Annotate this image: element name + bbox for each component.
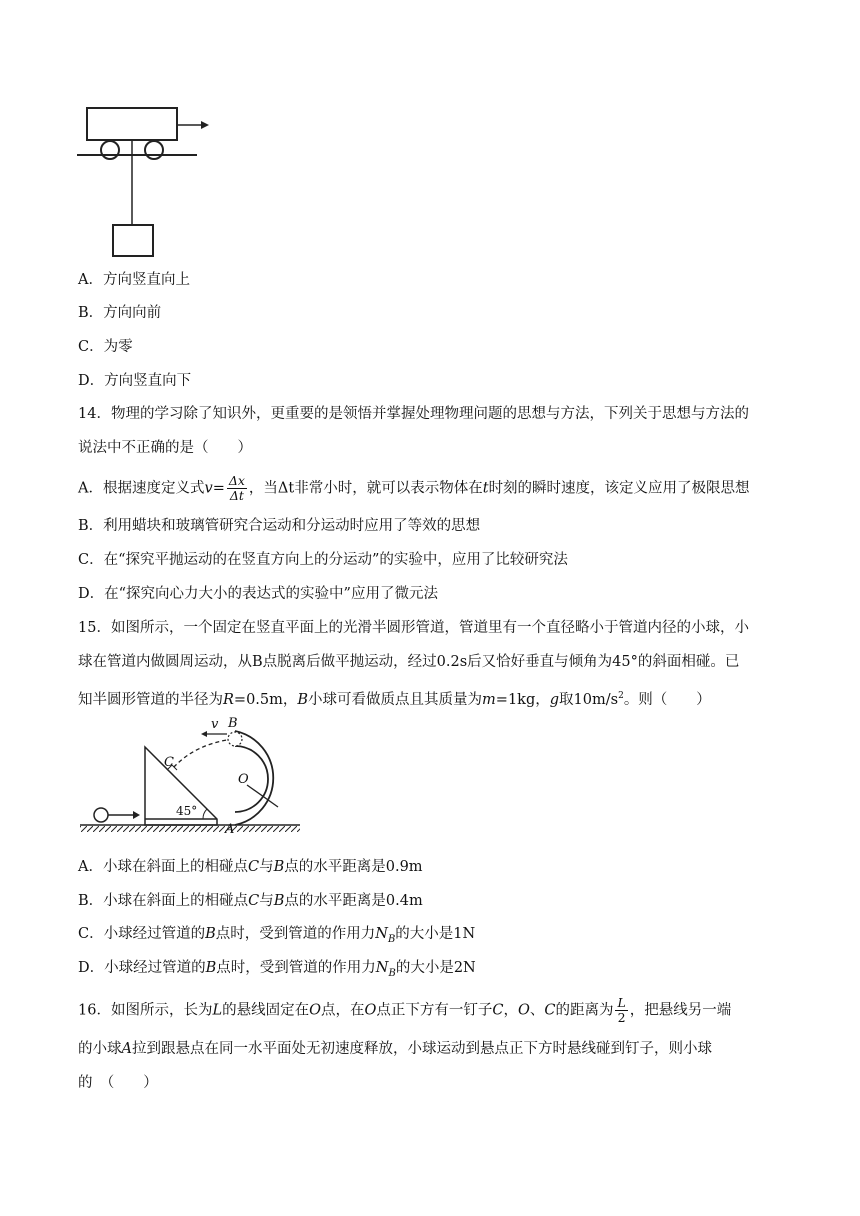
q16-l1-a: 16．如图所示，长为 — [78, 1002, 213, 1019]
q15-l3-R: R — [223, 691, 234, 708]
q16-l1-C2: C — [544, 1002, 556, 1019]
q15-c-2: 点时，受到管道的作用力 — [215, 926, 376, 942]
q16-l1-f: 、 — [529, 1002, 545, 1019]
q15-b-3: 点的水平距离是0.4m — [284, 893, 423, 909]
q16-l1-C: C — [492, 1002, 504, 1019]
q15-c-N: N — [375, 926, 388, 942]
q14-a-mid2: 时刻的瞬时速度，该定义应用了极限思想 — [488, 480, 750, 497]
q15-d-3: 的大小是2N — [395, 960, 476, 976]
q16-l1-O: O — [309, 1002, 321, 1019]
radius-line — [247, 785, 278, 807]
label-v: v — [211, 717, 219, 732]
q15-b-2: 与 — [259, 893, 274, 909]
cart-wheel-right — [145, 141, 163, 159]
q15-d-sub: B — [388, 967, 396, 979]
q16-stem-line1 — [78, 996, 731, 1025]
q15-a-2: 与 — [259, 859, 274, 875]
q16-l2-a: 的小球 — [78, 1041, 122, 1057]
label-o: O — [238, 772, 249, 787]
q15-c-B: B — [205, 926, 216, 942]
cart-body — [87, 108, 177, 140]
q14-a-eq: = — [212, 480, 225, 497]
cart-wheel-left — [101, 141, 119, 159]
q14-a-mid1: ，当Δt非常小时，就可以表示物体在 — [248, 480, 483, 497]
q15-l3-B: B — [297, 691, 309, 708]
q16-l1-O2: O — [364, 1002, 377, 1019]
q15-stem-line2: 球在管道内做圆周运动，从B点脱离后做平抛运动，经过0.2s后又恰好垂直与倾角为45°的斜面相碰。已 — [78, 654, 740, 670]
q15-option-b[interactable] — [78, 891, 423, 911]
q15-a-3: 点的水平距离是0.9m — [284, 859, 423, 875]
q14-option-d[interactable]: D．在“探究向心力大小的表达式的实验中”应用了微元法 — [78, 586, 438, 602]
q14-option-b[interactable]: B．利用蜡块和玻璃管研究合运动和分运动时应用了等效的思想 — [78, 518, 481, 534]
q16-frac-den: 2 — [617, 1010, 626, 1025]
q13-option-a[interactable]: A．方向竖直向上 — [78, 272, 190, 288]
q15-l3-sup: 2 — [618, 691, 624, 701]
q14-a-prefix: A．根据速度定义式 — [78, 480, 205, 497]
trajectory — [173, 739, 233, 768]
q16-stem-line2 — [78, 1039, 712, 1059]
q13-option-b[interactable]: B．方向向前 — [78, 305, 162, 321]
q15-option-d[interactable] — [78, 958, 476, 984]
q14-option-a[interactable] — [78, 474, 750, 503]
q14-a-v: v — [204, 480, 213, 497]
q15-d-1: D．小球经过管道的 — [78, 960, 206, 976]
q16-l1-g: 的距离为 — [555, 1002, 614, 1019]
q15-option-c[interactable] — [78, 924, 475, 950]
q15-c-1: C．小球经过管道的 — [78, 926, 206, 942]
q14-option-c[interactable]: C．在“探究平抛运动的在竖直方向上的分运动”的实验中，应用了比较研究法 — [78, 552, 568, 568]
q15-l3-a: 知半圆形管道的半径为 — [78, 691, 223, 708]
q15-d-2: 点时，受到管道的作用力 — [216, 960, 376, 976]
q16-l1-O3: O — [517, 1002, 530, 1019]
q15-l3-c: 小球可看做质点且其质量为 — [308, 691, 483, 708]
q13-option-c[interactable]: C．为零 — [78, 339, 133, 355]
q15-l3-d: =1kg， — [495, 691, 550, 708]
q15-a-C: C — [247, 859, 260, 875]
ground-hatch — [80, 826, 300, 832]
label-c: C — [164, 755, 174, 770]
label-a: A — [225, 822, 235, 837]
q15-b-B: B — [273, 893, 285, 909]
q16-l2-A: A — [121, 1041, 132, 1057]
q15-l3-g: g — [549, 691, 560, 708]
q14-a-den: Δt — [229, 488, 244, 503]
q15-c-sub: B — [387, 933, 396, 945]
q14-stem-line2: 说法中不正确的是（ ） — [78, 440, 252, 456]
hanging-block — [113, 225, 153, 256]
q16-l1-e: ， — [503, 1002, 518, 1019]
q15-a-B: B — [273, 859, 285, 875]
q16-l1-L: L — [212, 1002, 223, 1019]
q15-c-3: 的大小是1N — [395, 926, 476, 942]
q15-l3-b: =0.5m， — [233, 691, 298, 708]
q15-b-1: B．小球在斜面上的相碰点 — [78, 893, 249, 909]
q16-l1-d: 点正下方有一钉子 — [376, 1002, 493, 1019]
q15-stem-line1: 15．如图所示，一个固定在竖直平面上的光滑半圆形管道，管道里有一个直径略小于管道内径的小球，小 — [78, 620, 749, 636]
q16-l2-b: 拉到跟悬点在同一水平面处无初速度释放，小球运动到悬点正下方时悬线碰到钉子，则小球 — [131, 1041, 712, 1057]
rolling-ball — [94, 808, 108, 822]
q14-a-fraction — [227, 474, 247, 503]
q15-d-N: N — [375, 960, 389, 976]
q15-l3-m: m — [482, 691, 496, 708]
q15-d-B: B — [205, 960, 217, 976]
label-angle: 45° — [176, 804, 198, 818]
cart-pendulum-figure — [75, 100, 215, 260]
q15-l3-f: 。则（ ） — [623, 691, 711, 708]
q15-option-a[interactable] — [78, 857, 423, 877]
q16-frac-num: L — [617, 995, 626, 1010]
q16-l1-c: 点，在 — [320, 1002, 365, 1019]
q14-stem-line1: 14．物理的学习除了知识外，更重要的是领悟并掌握处理物理问题的思想与方法，下列关于思想与方法的 — [78, 406, 749, 422]
q15-figure — [75, 712, 315, 847]
q15-stem-line3 — [78, 686, 711, 710]
q13-option-d[interactable]: D．方向竖直向下 — [78, 373, 192, 389]
q16-stem-line3: 的 （ ） — [78, 1075, 158, 1091]
q14-a-num: Δx — [228, 473, 245, 488]
q15-a-1: A．小球在斜面上的相碰点 — [78, 859, 248, 875]
label-b: B — [228, 716, 238, 731]
q14-a-t: t — [482, 480, 489, 497]
angle-arc — [203, 809, 207, 819]
ball-arrow-head-icon — [133, 811, 140, 819]
q15-l3-e: 取10m/s — [559, 691, 619, 708]
arrow-head-icon — [201, 121, 209, 129]
ball-at-b — [228, 732, 242, 746]
q15-b-C: C — [248, 893, 260, 909]
q16-fraction — [615, 996, 627, 1025]
velocity-arrow-head-icon — [201, 731, 207, 737]
q16-l1-h: ，把悬线另一端 — [629, 1002, 732, 1019]
q16-l1-b: 的悬线固定在 — [222, 1002, 310, 1019]
